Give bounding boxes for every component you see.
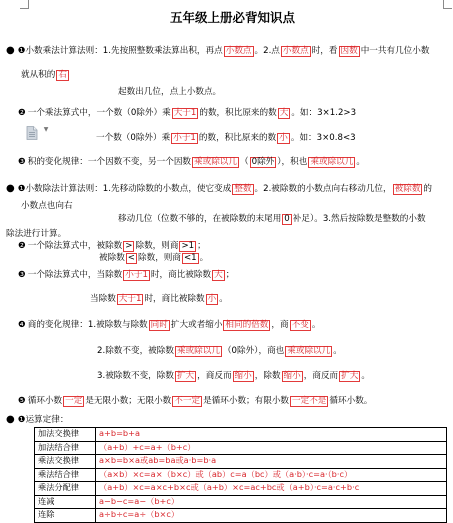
text: 。: [333, 346, 342, 356]
answer-box: 小于1: [125, 270, 148, 280]
text: 时，商比被除数: [150, 270, 212, 280]
s1-line-4: [18, 108, 356, 119]
text: 是无限小数；无限小数: [85, 396, 172, 406]
text: 被除数: [99, 253, 125, 263]
s2-line-1: [6, 183, 432, 195]
operation-laws-table: [34, 427, 447, 523]
text: 当除数: [90, 294, 116, 304]
text: 商的变化规律：1.被除数与除数: [27, 320, 148, 330]
answer-box: 大: [214, 270, 223, 280]
page-title: 五年级上册必背知识点: [170, 10, 296, 25]
answer-box: 被除数: [394, 184, 421, 194]
num-4-icon: ❹: [18, 320, 26, 330]
text: 。: [361, 371, 370, 381]
s2-line-5: [18, 241, 206, 252]
s1-line-3: 起数出几位，点上小数点。: [118, 87, 222, 97]
s2-line-12: [18, 396, 372, 407]
num-1-icon: ❶: [17, 46, 26, 56]
text: 除数，则商: [135, 241, 179, 251]
text: 的: [423, 184, 433, 194]
text: 就从积的: [21, 70, 56, 80]
law-name: 乘法分配律: [35, 482, 96, 496]
num-1-icon: ❶: [17, 415, 26, 425]
answer-box: 因数: [340, 46, 358, 56]
text: 除数，则商: [138, 253, 181, 263]
text: 。: [199, 253, 209, 263]
page-corner-mark: [443, 0, 452, 9]
table-row: [35, 495, 447, 509]
answer-box: 相同的倍数: [225, 320, 269, 330]
law-name: 加法交换律: [35, 428, 96, 442]
text: 。2.点: [254, 46, 280, 56]
document-icon[interactable]: [26, 126, 48, 143]
answer-box: 小于1: [173, 133, 196, 143]
law-name: 乘法交换律: [35, 455, 96, 469]
bullet-icon: ●: [6, 414, 15, 425]
law-formula: （a+b）×c=a×c+b×c或（a+b）×c=ac+bc或（a+b）·c=a·c+b·c: [96, 482, 447, 496]
s2-line-3: [118, 214, 426, 225]
text: 积的变化规律：一个因数不变，另一个因数: [27, 157, 192, 167]
text: ，商反而: [197, 371, 232, 381]
answer-box: 缩小: [283, 371, 301, 381]
page-corner-mark: [20, 0, 29, 9]
text: 3.被除数不变，除数: [97, 371, 174, 381]
table-row: [35, 428, 447, 442]
table-row: [35, 509, 447, 523]
s2-line-9: [18, 320, 320, 331]
text: 。: [219, 294, 228, 304]
text: 的数，积比原来的数: [198, 133, 277, 143]
text: （: [240, 157, 249, 167]
text: ），积也: [277, 157, 308, 167]
text: 一个除法算式中，被除数: [27, 241, 123, 251]
answer-box: 一定: [65, 396, 83, 406]
text: 循环小数。: [329, 396, 373, 406]
text: 。: [311, 320, 321, 330]
text: 循环小数: [27, 396, 63, 406]
text: 补足）。3.然后按除数是整数的小数: [292, 214, 426, 224]
text: 中一共有几位小数: [360, 46, 430, 56]
text: 小数乘法计算法则：1.先按照整数乘法算出积，再点: [25, 46, 223, 56]
law-name: 加法结合律: [35, 441, 96, 455]
law-formula: a÷b÷c=a÷（b×c）: [96, 509, 447, 523]
answer-box: 0: [284, 214, 290, 224]
answer-box: 小数点: [282, 46, 309, 56]
text: 是循环小数；有限小数: [203, 396, 290, 406]
text: 。如：3×0.8<3: [290, 133, 356, 143]
answer-box: 不变: [291, 320, 309, 330]
s2-line-10: [97, 346, 342, 357]
bullet-icon: ●: [6, 45, 15, 56]
law-name: 连除: [35, 509, 96, 523]
answer-box: 扩大: [341, 371, 359, 381]
table-row: [35, 455, 447, 469]
text: 一个乘法算式中，一个数（0除外）乘: [27, 108, 171, 118]
text: （0除外），商也: [222, 346, 285, 356]
num-2-icon: ❷: [18, 241, 26, 251]
answer-box: 扩大: [176, 371, 195, 381]
answer-box: 右: [58, 70, 67, 80]
table-row: [35, 482, 447, 496]
text: ；: [225, 270, 235, 280]
s2-line-6: [99, 253, 208, 264]
answer-box: 小: [207, 294, 217, 304]
law-formula: a+b=b+a: [96, 428, 447, 442]
text: 移动几位（位数不够的，在被除数的末尾用: [118, 214, 282, 224]
answer-box: 一定不是: [292, 396, 327, 406]
text: 2.除数不变，被除数: [97, 346, 174, 356]
num-5-icon: ❺: [18, 396, 26, 406]
text: ，商反而: [303, 371, 339, 381]
law-formula: a×b=b×a或ab=ba或a·b=b·a: [96, 455, 447, 469]
num-3-icon: ❸: [18, 157, 26, 167]
answer-box: >: [125, 241, 133, 251]
text: 时，看: [311, 46, 338, 56]
text: 小数除法计算法则：1.先移动除数的小数点，使它变成: [25, 184, 232, 194]
text: ；: [197, 241, 206, 251]
text: 扩大或者缩小: [170, 320, 223, 330]
answer-box: 大于1: [173, 108, 197, 118]
text: ，除数: [254, 371, 281, 381]
law-formula: （a×b）×c=a×（b×c）或（ab）c=a（bc）或（a·b）·c=a·（b·c）: [96, 468, 447, 482]
law-formula: （a+b）+c=a+（b+c）: [96, 441, 447, 455]
table-row: [35, 468, 447, 482]
s2-line-2: 小数点也向右: [21, 201, 73, 211]
answer-box: >1: [181, 241, 195, 251]
answer-box: 小: [279, 133, 288, 143]
answer-box: 整数: [234, 184, 252, 194]
chevron-down-icon[interactable]: ▼: [43, 126, 49, 133]
s1-line-1: [6, 45, 429, 57]
answer-box: 缩小: [234, 371, 252, 381]
text: 时，商比被除数: [144, 294, 205, 304]
num-1-icon: ❶: [17, 184, 26, 194]
bullet-icon: ●: [6, 183, 15, 194]
answer-box: <1: [183, 253, 197, 263]
answer-box: 大: [279, 108, 289, 118]
law-formula: a−b−c=a−（b+c）: [96, 495, 447, 509]
text: ，商: [271, 320, 289, 330]
section-heading: 运算定律：: [25, 415, 69, 425]
s3-heading: [6, 414, 68, 426]
table-row: [35, 441, 447, 455]
s1-line-6: [18, 157, 365, 168]
answer-box: 乘或除以几: [176, 346, 220, 356]
answer-box: 乘或除以几: [287, 346, 331, 356]
answer-box: 大于1: [118, 294, 142, 304]
answer-box: 小数点: [225, 46, 252, 56]
num-3-icon: ❸: [18, 270, 26, 280]
text: 的数，积比原来的数: [199, 108, 277, 118]
answer-box: 同时: [150, 320, 168, 330]
s1-line-2: [21, 70, 70, 81]
answer-box: 不一定: [174, 396, 201, 406]
num-2-icon: ❷: [18, 108, 26, 118]
answer-box: 乘或除以几: [310, 157, 354, 167]
text: 一个除法算式中，当除数: [27, 270, 123, 280]
s2-line-11: [97, 371, 370, 382]
text: 一个数（0除外）乘: [96, 133, 171, 143]
s2-line-8: [90, 294, 228, 305]
text: 。2.被除数的小数点向右移动几位，: [254, 184, 392, 194]
answer-box: 乘或除以几: [194, 157, 237, 167]
text: 。: [356, 157, 365, 167]
law-name: 乘法结合律: [35, 468, 96, 482]
s2-line-4: 除法进行计算。: [6, 229, 67, 239]
s1-line-5: [96, 133, 356, 144]
law-name: 连减: [35, 495, 96, 509]
answer-box: <: [127, 253, 135, 263]
answer-box: 0除外: [251, 157, 275, 167]
text: 。如：3×1.2>3: [291, 108, 357, 118]
s2-line-7: [18, 270, 234, 281]
